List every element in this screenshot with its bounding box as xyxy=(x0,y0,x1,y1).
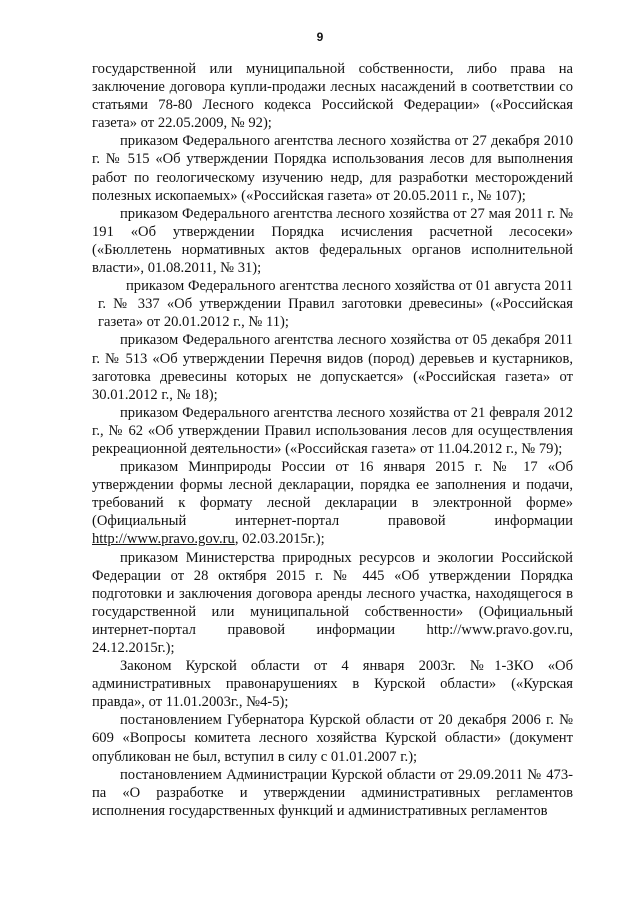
paragraph-governor-resolution: постановлением Губернатора Курской области от 20 декабря 2006 г. № 609 «Вопросы комитета лесного хозяйства Курской области» (документ опубликован не был, вступил в силу с 01.01.2007 г.); xyxy=(92,712,573,765)
page-number: 9 xyxy=(316,30,324,44)
paragraph-order-513: приказом Федерального агентства лесного хозяйства от 05 декабря 2011 г. № 513 «Об утверждении Перечня видов (пород) деревьев и кустарников, заготовка древесины которых не допускается» («Российская газета» от 30.01.2012 г., № 18); xyxy=(92,332,573,403)
document-body xyxy=(92,60,573,820)
paragraph-administration-resolution: постановлением Администрации Курской области от 29.09.2011 № 473-па «О разработке и утверждении административных регламентов исполнения государственных функций и административных регламентов xyxy=(92,766,573,819)
paragraph-order-17-text: приказом Минприроды России от 16 января 2015 г. № 17 «Об утверждении формы лесной декларации, порядка ее заполнения и подачи, требований к формату лесной декларации в электронной форме» (Официальный интернет-портал правовой информации xyxy=(92,459,573,530)
paragraph-kursk-law: Законом Курской области от 4 января 2003г. №1-ЗКО «Об административных правонарушениях в Курской области» («Курская правда», от 11.01.2003г., №4-5); xyxy=(92,658,573,711)
paragraph-order-17-tail: , 02.03.2015г.); xyxy=(234,531,325,548)
paragraph-order-191: приказом Федерального агентства лесного хозяйства от 27 мая 2011 г. № 191 «Об утверждении Порядка исчисления расчетной лесосеки» («Бюллетень нормативных актов федеральных органов исполнительной власти», 01.08.2011, № 31); xyxy=(92,205,573,277)
paragraph-order-515: приказом Федерального агентства лесного хозяйства от 27 декабря 2010 г. № 515 «Об утверждении Порядка использования лесов для выполнения работ по геологическому изучению недр, для разработки месторождений полезных ископаемых» («Российская газета» от 20.05.2011 г., № 107); xyxy=(92,133,573,204)
paragraph-order-17 xyxy=(92,458,573,548)
paragraph-order-62: приказом Федерального агентства лесного хозяйства от 21 февраля 2012 г., № 62 «Об утверждении Правил использования лесов для осуществления рекреационной деятельности» («Российская газета» от 11.04.2012 г., № 79); xyxy=(92,404,573,457)
pravo-gov-link[interactable]: http://www.pravo.gov.ru xyxy=(92,531,235,548)
paragraph-order-445: приказом Министерства природных ресурсов и экологии Российской Федерации от 28 октября 2015 г. № 445 «Об утверждении Порядка подготовки и заключения договора аренды лесного участка, находящегося в государственной или муниципальной собственности» (Официальный интернет-портал правовой информации http://www.pravo.gov.ru, 24.12.2015г.); xyxy=(92,549,573,656)
paragraph-continuation: государственной или муниципальной собственности, либо права на заключение договора купли-продажи лесных насаждений в соответствии со статьями 78-80 Лесного кодекса Российской Федерации» («Российская газета» от 22.05.2009, № 92); xyxy=(92,61,573,132)
paragraph-order-337: приказом Федерального агентства лесного хозяйства от 01 августа 2011 г. № 337 «Об утверждении Правил заготовки древесины» («Российская газета» от 20.01.2012 г., № 11); xyxy=(98,278,573,331)
